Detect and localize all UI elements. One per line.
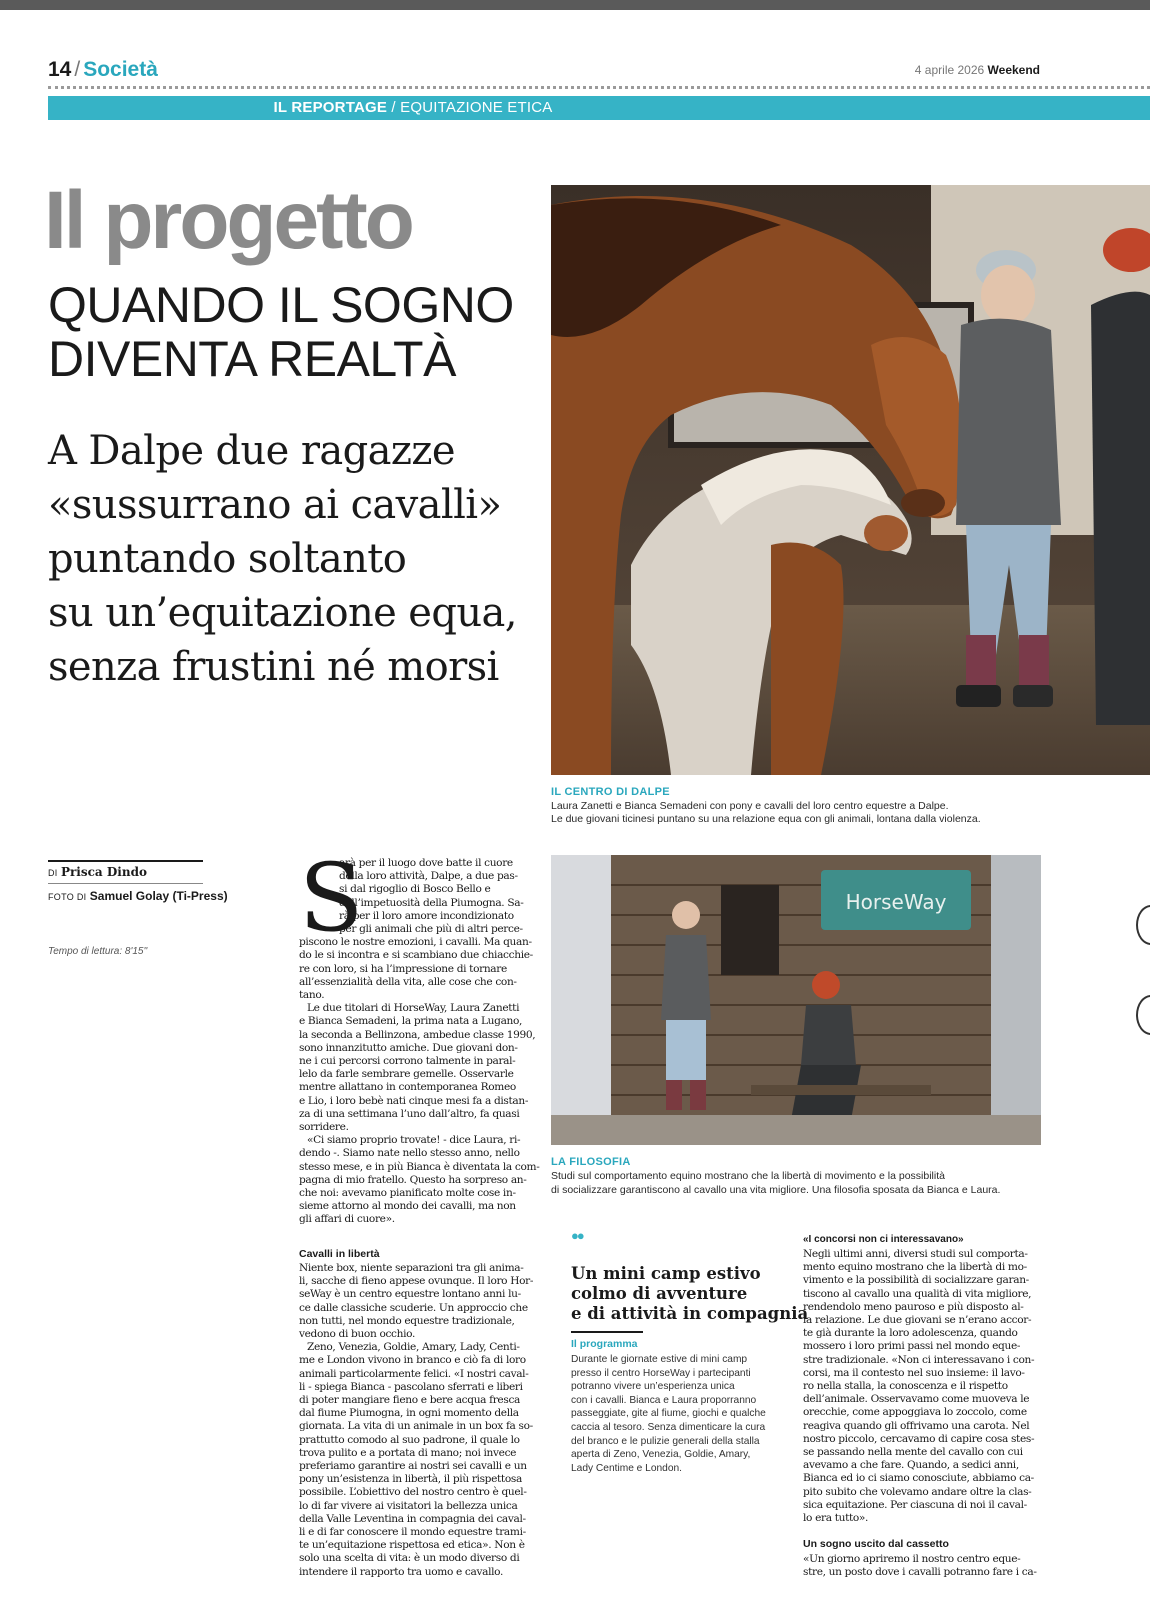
- body-text-line: ro nella stalla, la conoscenza e il rispetto: [803, 1380, 1008, 1392]
- body-text-line: orecchie, come appoggiava lo zoccolo, come: [803, 1406, 1027, 1419]
- body-text-line: per gli animali che più di altri perce-: [339, 923, 523, 935]
- body-text-line: reagiva quando gli offrivamo una carota. Nel: [803, 1419, 1030, 1432]
- author-name: Prisca Dindo: [60, 865, 147, 879]
- body-text-line: piscono le nostre emozioni, i cavalli. Ma quan-: [299, 936, 532, 949]
- headline: [48, 278, 558, 386]
- body-text-line: solo una scelta di vita: è un modo diverso di: [299, 1552, 520, 1565]
- byline-mid-rule: [48, 883, 203, 884]
- edition-name: Weekend: [987, 63, 1040, 77]
- body-text-line: ne i cui percorsi corrono talmente in paral-: [299, 1055, 516, 1067]
- newspaper-page: [6, 10, 1150, 1600]
- second-photo-horseway: [551, 855, 1041, 1145]
- summary-line: puntando soltanto: [48, 536, 407, 582]
- body-text-line: seWay è un centro equestre lontano anni lu-: [299, 1288, 521, 1301]
- header-dotted-rule: [48, 86, 1150, 90]
- body-text-line: e Lio, i loro bebè nati cinque mesi fa a distan-: [299, 1094, 529, 1107]
- box-text-line: Durante le giornate estive di mini camp: [571, 1354, 748, 1365]
- horse-photo-illustration: [551, 185, 1150, 775]
- body-text-line: tiscono al cavallo una qualità di vita migliore,: [803, 1287, 1032, 1300]
- page-edge-mark: [1136, 905, 1150, 945]
- body-text-line: li e di far conoscere il mondo equestre trami-: [299, 1526, 526, 1538]
- subhead-concorsi: «I concorsi non ci interessavano»: [803, 1234, 964, 1245]
- second-photo-caption-line: di socializzare garantiscono al cavallo una vita migliore. Una filosofia sposata da Bianca e Laura.: [551, 1184, 1001, 1196]
- body-text-line: me e London vivono in branco e ciò fa di loro: [299, 1354, 526, 1367]
- body-text-line: stesso mese, e in più Bianca è diventata la com-: [299, 1160, 540, 1173]
- body-text-line: dal fiume Piumogna, in ogni momento della: [299, 1407, 519, 1420]
- body-text-line: prattutto comodo al suo padrone, il quale lo: [299, 1433, 520, 1446]
- body-text-line: li, sacche di fieno appese ovunque. Il loro Hor-: [299, 1275, 534, 1288]
- reading-time: Tempo di lettura: 8'15'': [48, 946, 148, 957]
- body-text-line: preferiamo garantire ai nostri sei cavalli e un: [299, 1460, 527, 1472]
- body-text-line: si dal rigoglio di Bosco Bello e: [339, 883, 491, 896]
- horseway-sign: HorseWay: [845, 890, 947, 914]
- box-text-line: potranno vivere un’esperienza unica: [571, 1381, 735, 1393]
- body-text-line: avevamo a che fare. Quando, a sedici anni,: [803, 1459, 1019, 1472]
- body-text-line: Niente box, niente separazioni tra gli anima-: [299, 1262, 524, 1274]
- box-dots-icon: ●●: [571, 1228, 583, 1243]
- body-text-line: do le si incontra e si scambiano due chiacchie-: [299, 949, 533, 962]
- body-text-line: stre, un posto dove i cavalli potranno fare i ca-: [803, 1566, 1037, 1579]
- body-text-line: lelo da farle sembrare gemelle. Osservarle: [299, 1068, 514, 1081]
- body-text-line: vimento e la possibilità di socializzare garan-: [803, 1274, 1029, 1287]
- body-text-line: li - spiega Bianca - pascolano sferrati e liberi: [299, 1380, 523, 1393]
- body-text-line: dell’animale. Osservavamo come muoveva le: [803, 1393, 1030, 1406]
- body-text-line: possibile. L’obiettivo del nostro centro è quel-: [299, 1486, 527, 1499]
- kicker-title: Il progetto: [44, 175, 412, 266]
- box-text-line: passeggiate, gite al fiume, giochi e qualche: [571, 1408, 766, 1420]
- body-text-line: Zeno, Venezia, Goldie, Amary, Lady, Centi-: [307, 1341, 520, 1354]
- body-text-line: te già durante la loro adolescenza, quando: [803, 1327, 1018, 1340]
- body-text-line: Bianca ed io ci siamo conosciute, abbiamo ca-: [803, 1472, 1034, 1485]
- main-photo-horses: [551, 185, 1150, 775]
- body-text-line: sica equitazione. Per ciascuna di noi il caval-: [803, 1498, 1027, 1511]
- body-text-line: stre tradizionale. «Non ci interessavano i con-: [803, 1353, 1035, 1366]
- body-text-line: sorridere.: [299, 1121, 349, 1133]
- summary-line: A Dalpe due ragazze: [48, 428, 455, 474]
- band-rest-text: / EQUITAZIONE ETICA: [387, 99, 553, 116]
- body-text-line: mento equino mostrano che la libertà di mo-: [803, 1261, 1027, 1274]
- date-text: 4 aprile 2026: [914, 63, 985, 77]
- box-text-line: presso il centro HorseWay i partecipanti: [571, 1367, 751, 1379]
- body-text-line: trova pulito e a portata di mano; noi invece: [299, 1446, 517, 1459]
- body-text-line: e Bianca Semadeni, la prima nata a Lugano,: [299, 1015, 523, 1028]
- page-number: 14: [48, 58, 72, 81]
- body-text-line: la seconda a Bellinzona, ambedue classe 1990,: [299, 1028, 536, 1041]
- box-title-line: Un mini camp estivo: [571, 1264, 761, 1283]
- box-text-line: aperta di Zeno, Venezia, Goldie, Amary,: [571, 1449, 751, 1461]
- body-text-line: rà per il loro amore incondizionato: [339, 909, 514, 922]
- body-text-line: ce dalle classiche scuderie. Un approccio che: [299, 1301, 528, 1314]
- second-photo-caption-head: LA FILOSOFIA: [551, 1156, 631, 1168]
- byline-top-rule: [48, 860, 203, 862]
- body-text-line: pagna di mio fratello. Questo ha sorpreso an-: [299, 1173, 527, 1186]
- body-text-line: re con loro, si ha l’impressione di tornare: [299, 962, 507, 975]
- band-bold-text: IL REPORTAGE: [273, 99, 388, 116]
- body-text-line: pony un’esistenza in libertà, il più rispettosa: [299, 1473, 522, 1486]
- subhead-cavalli: Cavalli in libertà: [299, 1248, 380, 1260]
- photo-credit: [48, 889, 228, 903]
- photographer-name: Samuel Golay (Ti-Press): [89, 889, 228, 903]
- box-subhead: Il programma: [571, 1338, 638, 1350]
- body-text-line: te un’equitazione rispettosa ed etica». Non è: [299, 1539, 525, 1552]
- body-text-line: sieme attorno al mondo dei cavalli, ma non: [299, 1200, 516, 1213]
- body-text-line: la relazione. Le due giovani se n’erano accor-: [803, 1314, 1032, 1326]
- body-text-line: lo di far vivere ai visitatori la bellezza unica: [299, 1499, 518, 1512]
- body-text-line: lo era tutto».: [803, 1512, 869, 1524]
- box-text-line: del branco e le pulizie generali della stalla: [571, 1435, 760, 1447]
- body-text-line: sono innanzitutto amiche. Due giovani don-: [299, 1041, 518, 1054]
- page-edge-mark: [1136, 995, 1150, 1035]
- body-text-line: vedono di buon occhio.: [299, 1328, 416, 1340]
- body-text-line: non tutti, nel mondo equestre tradizionale,: [299, 1314, 515, 1327]
- box-text-line: Lady Centime e London.: [571, 1462, 683, 1474]
- main-photo-caption-line: Laura Zanetti e Bianca Semadeni con pony e cavalli del loro centro equestre a Dalpe.: [551, 800, 949, 812]
- body-text-line: che noi: avevamo pianificato molte cose in-: [299, 1187, 516, 1199]
- body-text-line: gli affari di cuore».: [299, 1213, 395, 1226]
- section-band-label: [48, 99, 778, 116]
- body-text-line: corsi, ma il contesto nel suo insieme: il lavo-: [803, 1366, 1025, 1379]
- body-text-line: all’essenzialità della vita, alle cose che con-: [299, 975, 517, 988]
- drop-cap: S: [299, 844, 364, 953]
- body-text-line: Negli ultimi anni, diversi studi sul comporta-: [803, 1248, 1028, 1260]
- issue-date: [915, 63, 1040, 77]
- summary-line: su un’equitazione equa,: [48, 590, 517, 636]
- main-photo-caption-head: IL CENTRO DI DALPE: [551, 786, 670, 798]
- byline-prefix: DI: [48, 868, 58, 878]
- summary-line: «sussurrano ai cavalli»: [48, 482, 502, 528]
- body-text-line: nostro piccolo, cercavamo di capire cosa stes-: [803, 1432, 1035, 1445]
- body-text-line: di poter mangiare fieno e bere acqua fresca: [299, 1394, 520, 1406]
- page-header: [48, 58, 158, 82]
- body-text-line: intendere il rapporto tra uomo e cavallo.: [299, 1565, 504, 1578]
- body-text-line: dendo -. Siamo nate nello stesso anno, nello: [299, 1147, 520, 1160]
- body-text-line: pito subito che volevamo andare oltre la clas-: [803, 1485, 1032, 1498]
- body-text-line: animali particolarmente felici. «I nostri caval-: [299, 1367, 529, 1380]
- body-text-line: arà per il luogo dove batte il cuore: [339, 857, 513, 869]
- author-byline: [48, 865, 147, 879]
- main-photo-caption-line: Le due giovani ticinesi puntano su una relazione equa con gli animali, lontana dalla violenza.: [551, 813, 981, 825]
- body-text-line: Le due titolari di HorseWay, Laura Zanetti: [307, 1002, 520, 1015]
- headline-line: DIVENTA REALTÀ: [48, 331, 456, 387]
- photo-prefix: FOTO DI: [48, 892, 87, 902]
- subhead-sogno: Un sogno uscito dal cassetto: [803, 1538, 949, 1550]
- body-text-line: se passando nella mente del cavallo con cui: [803, 1446, 1023, 1458]
- header-slash: /: [74, 58, 81, 81]
- body-text-line: mossero i loro primi passi nel mondo eque-: [803, 1340, 1021, 1353]
- box-rule: [571, 1331, 643, 1333]
- body-text-line: za di una settimana l’uno dall’altro, fa quasi: [299, 1107, 520, 1120]
- summary-line: senza frustini né morsi: [48, 644, 499, 690]
- body-text-line: rendendolo meno pauroso e più disposto al-: [803, 1300, 1024, 1313]
- body-text-line: della loro attività, Dalpe, a due pas-: [339, 870, 518, 883]
- top-frame-bar: [0, 0, 1150, 10]
- second-photo-caption-line: Studi sul comportamento equino mostrano che la libertà di movimento e la possibilità: [551, 1170, 945, 1182]
- body-text-line: giornata. La vita di un animale in un box fa so-: [299, 1420, 533, 1433]
- box-text-line: con i cavalli. Bianca e Laura proporranno: [571, 1394, 757, 1406]
- box-title-line: colmo di avventure: [571, 1284, 748, 1303]
- body-text-line: «Un giorno apriremo il nostro centro eque-: [803, 1553, 1021, 1565]
- body-text-line: tano.: [299, 989, 325, 1001]
- section-name: Società: [83, 58, 158, 81]
- body-text-line: mentre allattano in contemporanea Romeo: [299, 1081, 516, 1094]
- box-text-line: caccia al tesoro. Senza dimenticare la cura: [571, 1422, 766, 1433]
- body-text-line: dall’impetuosità della Piumogna. Sa-: [339, 896, 524, 909]
- body-text-line: della Valle Leventina in compagnia dei caval-: [299, 1512, 526, 1525]
- box-title-line: e di attività in compagnia: [571, 1304, 809, 1323]
- headline-line: QUANDO IL SOGNO: [48, 277, 514, 333]
- cabin-photo-illustration: [551, 855, 1041, 1145]
- body-text-line: «Ci siamo proprio trovate! - dice Laura, ri-: [307, 1134, 521, 1147]
